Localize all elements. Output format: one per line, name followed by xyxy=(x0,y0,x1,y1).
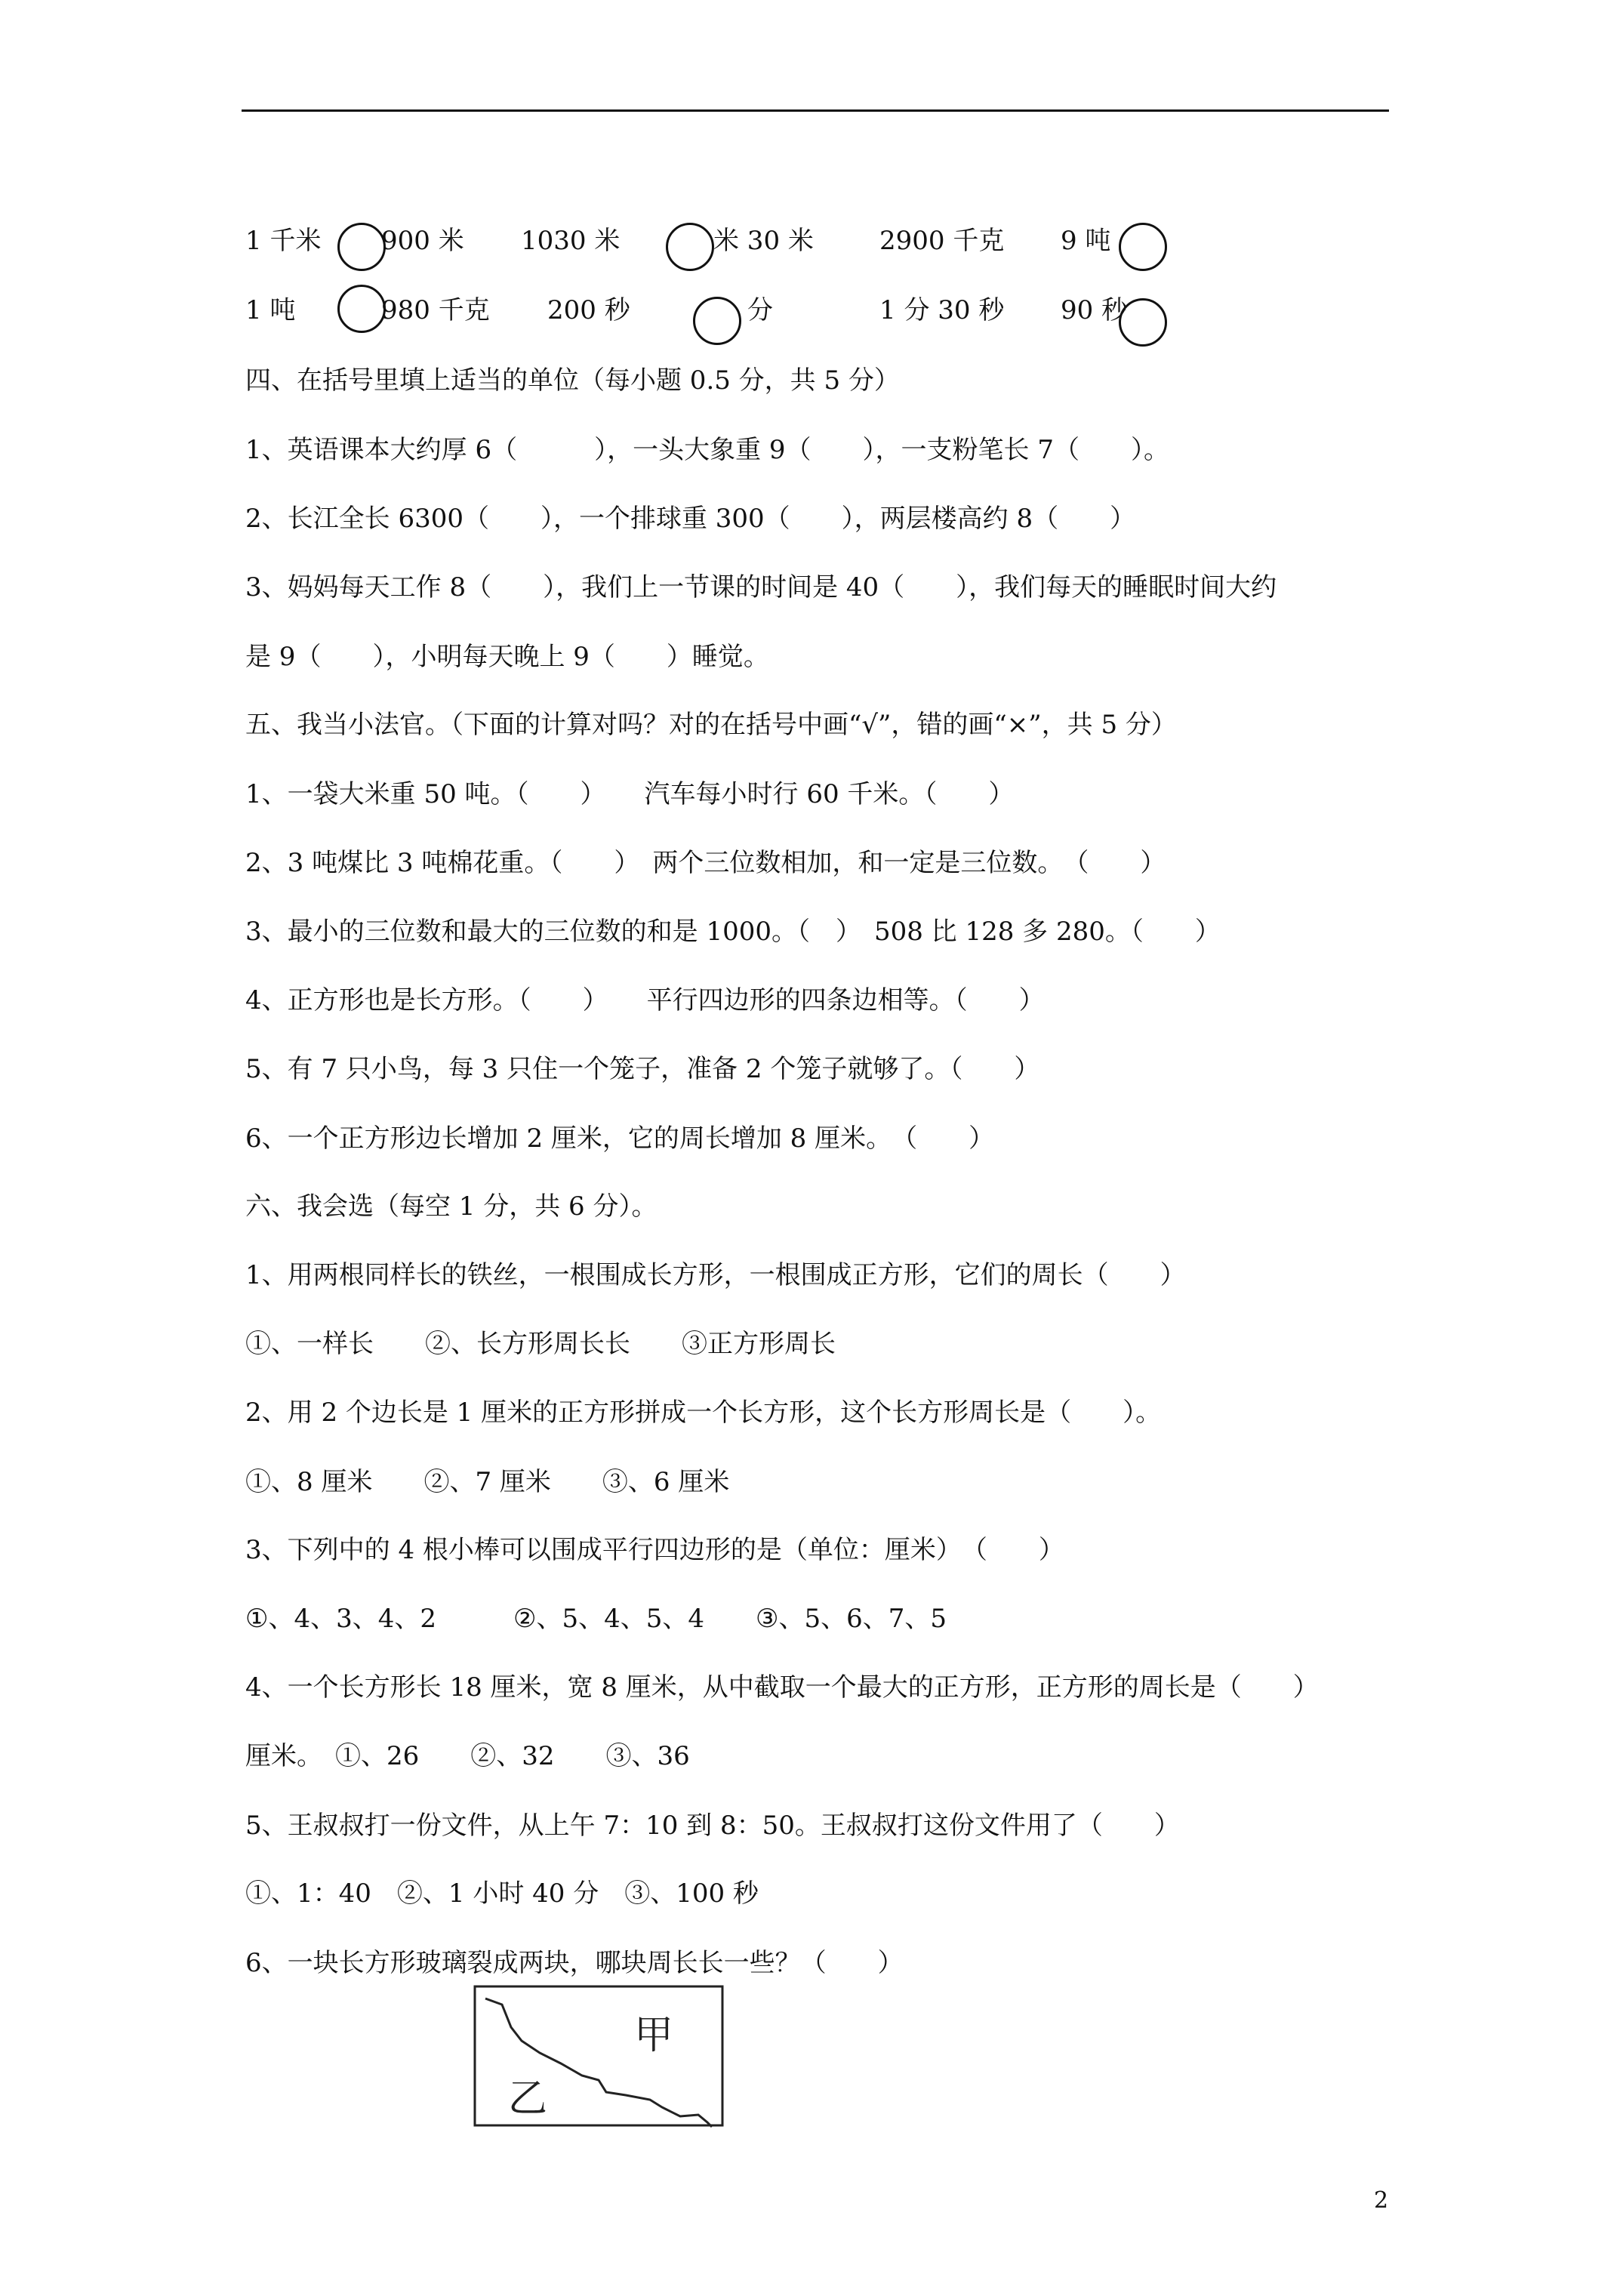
section-5-question-1: 1、一袋大米重 50 吨。（ ） 汽车每小时行 60 千米。（ ） xyxy=(245,779,1015,809)
page-number: 2 xyxy=(1374,2187,1389,2214)
section-6-question-6: 6、一块长方形玻璃裂成两块，哪块周长长一些？（ ） xyxy=(245,1948,904,1978)
region-label-yi: 乙 xyxy=(508,2076,548,2122)
section-6-question-5-options: ①、1：40 ②、1 小时 40 分 ③、100 秒 xyxy=(245,1878,759,1909)
glass-crack-figure xyxy=(472,1982,728,2140)
compare-item: 1030 米 xyxy=(521,226,621,256)
section-5-question-5: 5、有 7 只小鸟，每 3 只住一个笼子，准备 2 个笼子就够了。（ ） xyxy=(245,1054,1040,1084)
compare-circle-blank[interactable] xyxy=(337,285,386,333)
header-rule xyxy=(242,109,1389,112)
compare-circle-blank[interactable] xyxy=(1119,223,1167,271)
compare-circle-blank[interactable] xyxy=(693,297,741,345)
compare-circle-blank[interactable] xyxy=(666,223,714,271)
compare-item: 1 吨 xyxy=(245,295,296,325)
section-4-question-2: 2、长江全长 6300（ ），一个排球重 300（ ），两层楼高约 8（ ） xyxy=(245,504,1136,534)
section-6-question-4: 4、一个长方形长 18 厘米，宽 8 厘米，从中截取一个最大的正方形，正方形的周长是（ ） xyxy=(245,1672,1319,1703)
section-6-question-3-options: ①、4、3、4、2 ②、5、4、5、4 ③、5、6、7、5 xyxy=(245,1604,947,1634)
section-5-question-3: 3、最小的三位数和最大的三位数的和是 1000。（ ） 508 比 128 多 280。（ ） xyxy=(245,917,1221,947)
section-6-title: 六、我会选（每空 1 分，共 6 分）。 xyxy=(245,1191,658,1222)
compare-item: 9 吨 xyxy=(1061,226,1111,256)
section-5-question-6: 6、一个正方形边长增加 2 厘米，它的周长增加 8 厘米。 （ ） xyxy=(245,1123,995,1154)
compare-item: 900 米 xyxy=(381,226,464,256)
compare-item: 200 秒 xyxy=(547,295,630,325)
section-6-question-4-cont: 厘米。 ①、26 ②、32 ③、36 xyxy=(245,1741,690,1771)
compare-circle-blank[interactable] xyxy=(337,223,386,271)
glass-crack-drawing xyxy=(472,1982,728,2133)
section-6-question-2: 2、用 2 个边长是 1 厘米的正方形拼成一个长方形，这个长方形周长是（ ）。 xyxy=(245,1398,1162,1428)
section-6-question-2-options: ①、8 厘米 ②、7 厘米 ③、6 厘米 xyxy=(245,1467,730,1497)
section-4-question-3: 3、妈妈每天工作 8（ ），我们上一节课的时间是 40（ ），我们每天的睡眠时间大约 xyxy=(245,572,1277,603)
compare-item: 分 xyxy=(747,295,773,325)
section-4-title: 四、在括号里填上适当的单位（每小题 0.5 分，共 5 分） xyxy=(245,365,900,396)
section-6-question-1-options: ①、一样长 ②、长方形周长长 ③正方形周长 xyxy=(245,1329,836,1359)
compare-item: 90 秒 xyxy=(1061,295,1128,325)
compare-item: 2900 千克 xyxy=(879,226,1005,256)
region-label-jia: 甲 xyxy=(634,2013,674,2058)
compare-item: 1 分 30 秒 xyxy=(879,295,1005,325)
section-4-question-1: 1、英语课本大约厚 6（ ），一头大象重 9（ ），一支粉笔长 7（ ）。 xyxy=(245,435,1169,465)
section-4-question-3-cont: 是 9（ ），小明每天晚上 9（ ）睡觉。 xyxy=(245,642,769,672)
compare-circle-blank[interactable] xyxy=(1119,298,1167,347)
section-6-question-1: 1、用两根同样长的铁丝，一根围成长方形，一根围成正方形，它们的周长（ ） xyxy=(245,1260,1186,1290)
compare-item: 米 30 米 xyxy=(713,226,814,256)
section-5-title: 五、我当小法官。（下面的计算对吗？对的在括号中画“√”，错的画“×”，共 5 分） xyxy=(245,710,1177,740)
section-6-question-3: 3、下列中的 4 根小棒可以围成平行四边形的是（单位：厘米） （ ） xyxy=(245,1535,1064,1565)
section-5-question-2: 2、3 吨煤比 3 吨棉花重。（ ） 两个三位数相加，和一定是三位数。 （ ） xyxy=(245,848,1166,878)
compare-item: 980 千克 xyxy=(381,295,490,325)
compare-item: 1 千米 xyxy=(245,226,322,256)
section-5-question-4: 4、正方形也是长方形。（ ） 平行四边形的四条边相等。（ ） xyxy=(245,985,1045,1015)
section-6-question-5: 5、王叔叔打一份文件，从上午 7：10 到 8：50。王叔叔打这份文件用了（ ） xyxy=(245,1811,1180,1841)
